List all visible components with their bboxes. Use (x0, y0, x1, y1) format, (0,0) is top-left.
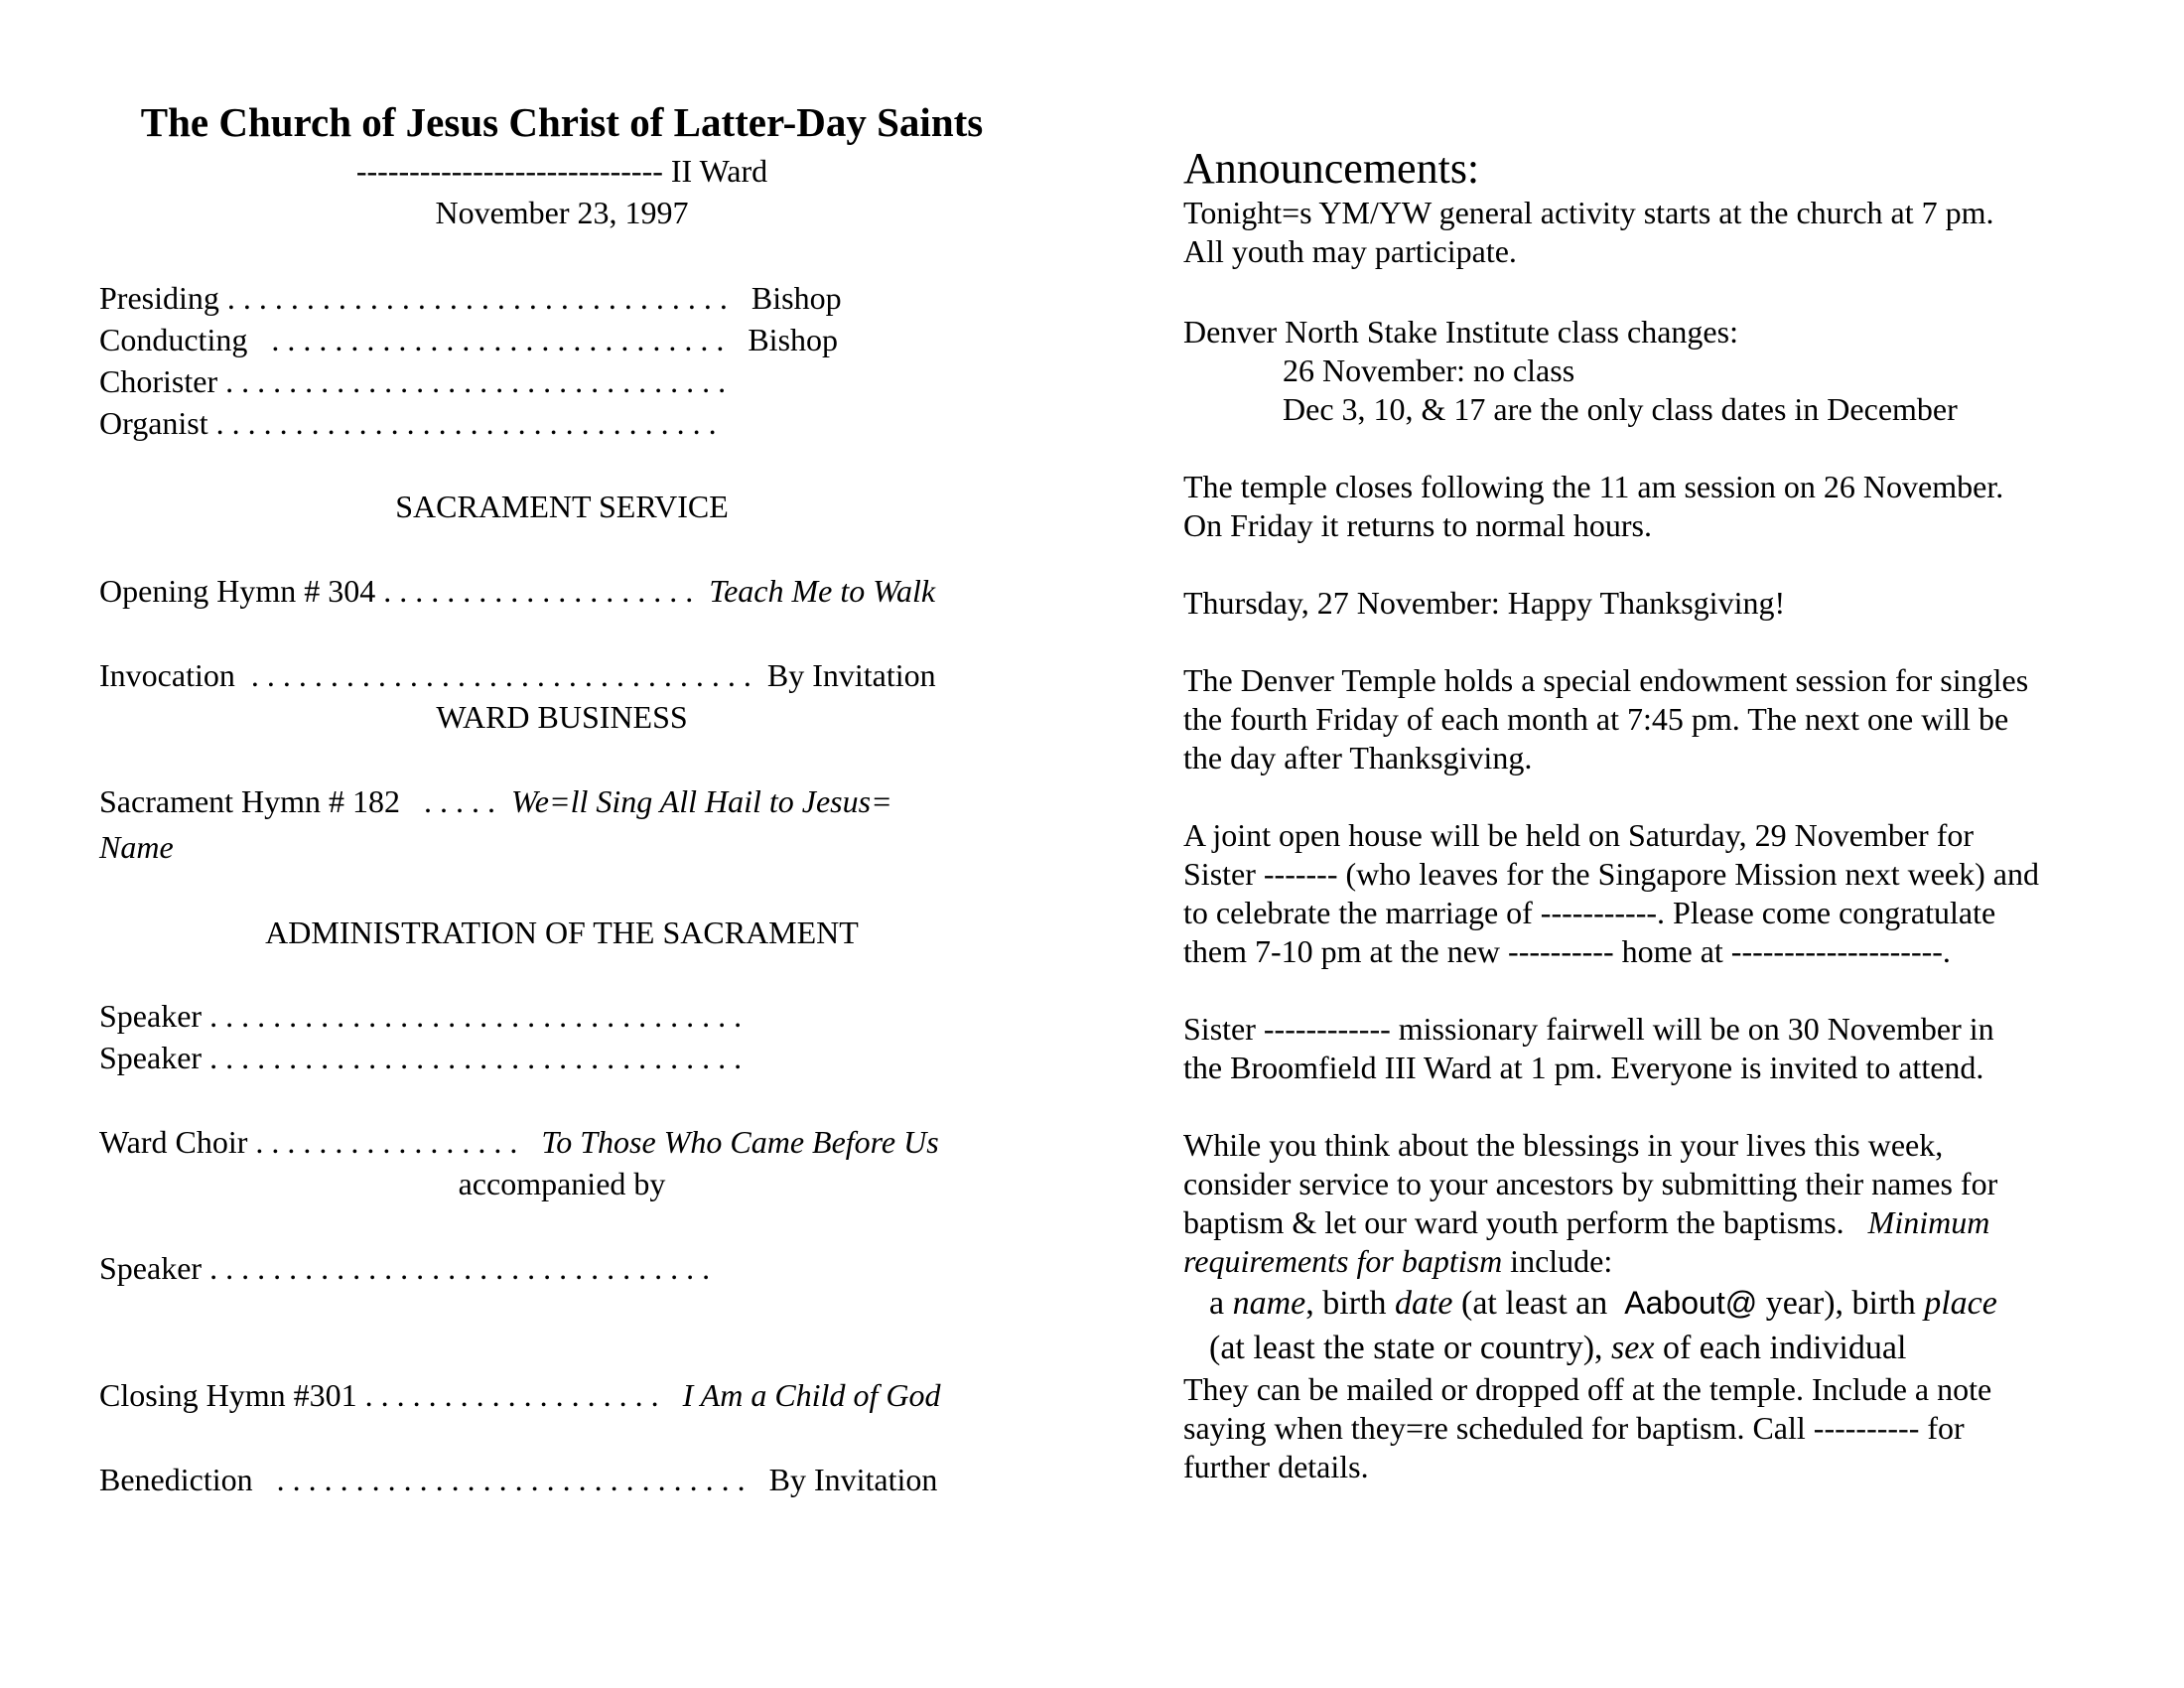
administration-heading: ADMINISTRATION OF THE SACRAMENT (265, 914, 859, 950)
speaker-row-3 (99, 1247, 710, 1289)
youth-activity-announcement (1183, 194, 1994, 271)
conducting-value: Bishop (748, 322, 839, 357)
opening-hymn-title: Teach Me to Walk (709, 573, 936, 609)
announcement-line: On Friday it returns to normal hours. (1183, 507, 1652, 543)
announcement-text: baptism & let our ward youth perform the baptisms. (1183, 1204, 1868, 1240)
temple-closing-announcement (1183, 468, 2003, 545)
leader-dots: . . . . . . . . . . . . . . . . . . . . . . . . . . . . . . . . (234, 657, 767, 693)
speaker-label: Speaker (99, 998, 203, 1034)
benediction-row (99, 1459, 937, 1500)
req-text: , birth (1305, 1285, 1395, 1322)
announcement-line: the fourth Friday of each month at 7:45 pm. The next one will be (1183, 701, 2009, 737)
ward-choir-title: To Those Who Came Before Us (541, 1124, 939, 1160)
speaker-label: Speaker (99, 1250, 203, 1286)
accompanied-by: accompanied by (458, 1166, 666, 1201)
announcement-line: Sister ------------ missionary fairwell will be on 30 November in (1183, 1011, 1994, 1047)
req-about: Aabout@ (1624, 1285, 1758, 1321)
leader-dots: . . . . . . . . . . . . . . . . . . . . . . . . . . . . . . . . . . (202, 1040, 743, 1075)
leader-dots: . . . . . . . . . . . . . . . . . . . . . . . . . . . . . . . . (217, 363, 727, 399)
closing-hymn-title: I Am a Child of God (682, 1377, 941, 1413)
announcement-line: While you think about the blessings in your lives this week, (1183, 1127, 1944, 1163)
opening-hymn-row (99, 570, 935, 612)
req-emphasis: place (1924, 1285, 1997, 1322)
announcement-line: the day after Thanksgiving. (1183, 740, 1533, 775)
institute-announcement (1183, 313, 1958, 429)
conducting-label: Conducting (99, 322, 248, 357)
leader-dots: . . . . . . . . . . . . . . . . . . . . . . . . . . . . . . . . . . (202, 998, 743, 1034)
institute-item: 26 November: no class (1283, 352, 1575, 388)
conducting-row (99, 319, 838, 360)
announcement-line: The temple closes following the 11 am session on 26 November. (1183, 469, 2004, 504)
announcement-line: Sister ------- (who leaves for the Singapore Mission next week) and (1183, 856, 2039, 892)
leader-dots: . . . . . . . . . . . . . . . . . . . . . . . . . . . . . . . . (207, 405, 717, 441)
announcement-line (1183, 1203, 1997, 1242)
baptism-requirements-line (1183, 1326, 1997, 1370)
opening-hymn-label: Opening Hymn # 304 (99, 573, 376, 609)
benediction-label: Benediction (99, 1462, 253, 1497)
announcements-heading: Announcements: (1183, 144, 1480, 193)
leader-dots: . . . . . . . . . . . . . . . . . . . . . . . . . . . . . (247, 322, 749, 357)
organist-label: Organist (99, 405, 208, 441)
sacrament-hymn-row (99, 780, 892, 822)
closing-hymn-label: Closing Hymn #301 (99, 1377, 357, 1413)
ward-choir-row (99, 1121, 939, 1163)
institute-item: Dec 3, 10, & 17 are the only class dates in December (1283, 391, 1958, 427)
announcement-line: the Broomfield III Ward at 1 pm. Everyone is invited to attend. (1183, 1050, 1984, 1085)
presiding-row (99, 277, 842, 319)
chorister-row (99, 360, 726, 402)
invocation-label: Invocation (99, 657, 235, 693)
leader-dots: . . . . . . . . . . . . . . . . . (247, 1124, 542, 1160)
speaker-row-1 (99, 995, 742, 1037)
benediction-value: By Invitation (768, 1462, 938, 1497)
leader-dots: . . . . . . . . . . . . . . . . . . . . . . . . . . . . . . (252, 1462, 769, 1497)
announcement-line: Denver North Stake Institute class changes: (1183, 314, 1738, 350)
chorister-label: Chorister (99, 363, 218, 399)
announcement-line: them 7-10 pm at the new ---------- home at --------------------. (1183, 933, 1951, 969)
announcement-line: saying when they=re scheduled for baptism. Call ---------- for (1183, 1410, 1965, 1446)
speaker-label: Speaker (99, 1040, 203, 1075)
sacrament-hymn-title: We=ll Sing All Hail to Jesus= (511, 783, 892, 819)
req-text: of each individual (1654, 1330, 1907, 1366)
announcement-emphasis: Minimum (1867, 1204, 1990, 1240)
ward-choir-label: Ward Choir (99, 1124, 248, 1160)
announcement-line: They can be mailed or dropped off at the temple. Include a note (1183, 1371, 1992, 1407)
sacrament-hymn-title-continued: Name (99, 829, 174, 865)
announcement-line: further details. (1183, 1449, 1369, 1484)
announcement-text: include: (1502, 1243, 1613, 1279)
req-text: (at least the state or country), (1209, 1330, 1612, 1366)
announcement-line: The Denver Temple holds a special endowment session for singles (1183, 662, 2029, 698)
announcement-line: Thursday, 27 November: Happy Thanksgiving! (1183, 585, 1786, 621)
closing-hymn-row (99, 1374, 940, 1416)
announcement-line: to celebrate the marriage of -----------. Please come congratulate (1183, 895, 1996, 930)
invocation-value: By Invitation (766, 657, 936, 693)
ward-business-heading: WARD BUSINESS (436, 699, 688, 735)
leader-dots: . . . . . . . . . . . . . . . . . . . . . . . . . . . . . . . . (202, 1250, 711, 1286)
presiding-label: Presiding (99, 280, 219, 316)
singles-session-announcement (1183, 661, 2028, 777)
leader-dots: . . . . . (400, 783, 512, 819)
req-text: a (1209, 1285, 1233, 1322)
church-title: The Church of Jesus Christ of Latter-Day Saints (140, 99, 984, 145)
req-emphasis: sex (1611, 1330, 1655, 1366)
ward-line: ----------------------------- II Ward (355, 153, 768, 189)
thanksgiving-announcement (1183, 584, 1785, 623)
leader-dots: . . . . . . . . . . . . . . . . . . . . . . . . . . . . . . . . (218, 280, 751, 316)
open-house-announcement (1183, 816, 2039, 971)
req-emphasis: name (1232, 1285, 1306, 1322)
announcement-line: All youth may participate. (1183, 233, 1517, 269)
announcement-line (1183, 1242, 1997, 1281)
announcement-line: Tonight=s YM/YW general activity starts at the church at 7 pm. (1183, 195, 1994, 230)
invocation-row (99, 654, 936, 696)
leader-dots: . . . . . . . . . . . . . . . . . . . (356, 1377, 683, 1413)
req-emphasis: date (1394, 1285, 1453, 1322)
fairwell-announcement (1183, 1010, 1994, 1087)
presiding-value: Bishop (751, 280, 842, 316)
sacrament-hymn-label: Sacrament Hymn # 182 (99, 783, 401, 819)
sacrament-service-heading: SACRAMENT SERVICE (395, 489, 729, 524)
req-text: year), birth (1757, 1285, 1925, 1322)
baptism-requirements-line (1183, 1281, 1997, 1326)
announcement-line: consider service to your ancestors by submitting their names for (1183, 1166, 1998, 1201)
ancestors-announcement (1183, 1126, 1997, 1486)
speaker-row-2 (99, 1037, 742, 1078)
announcement-emphasis: requirements for baptism (1183, 1243, 1503, 1279)
leader-dots: . . . . . . . . . . . . . . . . . . . . (375, 573, 710, 609)
organist-row (99, 402, 717, 444)
req-text: (at least an (1452, 1285, 1625, 1322)
program-date: November 23, 1997 (435, 195, 689, 230)
announcement-line: A joint open house will be held on Saturday, 29 November for (1183, 817, 1974, 853)
